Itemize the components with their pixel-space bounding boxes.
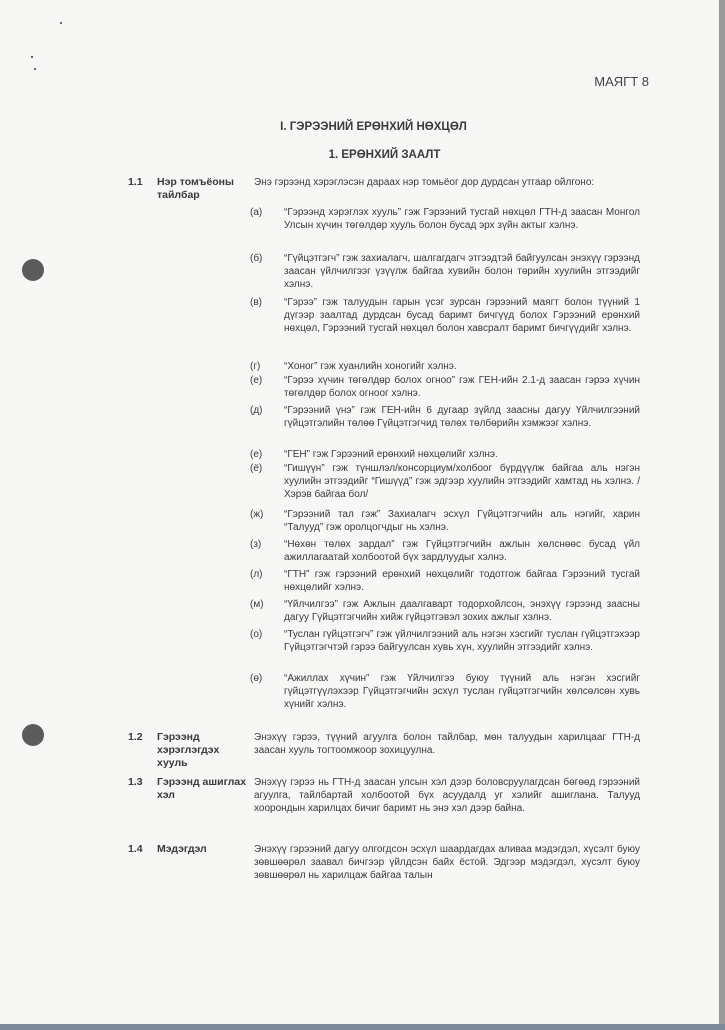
definition-label: (е) [250, 449, 263, 460]
definition-item [250, 360, 640, 373]
definition-item [250, 374, 640, 400]
definition-item [250, 206, 640, 232]
definition-label: (е) [250, 375, 263, 386]
definition-text: “ГЕН” гэж Гэрээний ерөнхий нөхцөлийг хэлнэ. [284, 449, 498, 460]
clause-heading: Нэр томъёоны тайлбар [157, 176, 234, 201]
clause-number: 1.2 [128, 731, 143, 743]
definition-item [250, 628, 640, 654]
scan-speck [34, 68, 36, 70]
definition-text: “Ажиллах хүчин” гэж Үйлчилгээ буюу түүний аль нэгэн хэсгийг гүйцэтгүүлэхээр Гүйцэтгэгчийн эсхүл туслан гүйцэтгэгчийн хөлсөлсөн хувь хүнийг хэлнэ. [284, 673, 640, 710]
definition-label: (ё) [250, 463, 263, 474]
part-title: I. ГЭРЭЭНИЙ ЕРӨНХИЙ НӨХЦӨЛ [280, 121, 467, 133]
definition-label: (б) [250, 253, 263, 264]
definition-item [250, 296, 640, 335]
definition-text: “Гэрээ хүчин төгөлдөр болох огноо” гэж ГЕН-ийн 2.1-д заасан гэрээ хүчин төгөлдөр болох огноог хэлнэ. [284, 375, 640, 399]
scan-speck [60, 22, 62, 24]
punch-hole-bottom [22, 724, 44, 746]
scanner-bottom-edge [0, 1024, 725, 1030]
scan-speck [31, 56, 33, 58]
definition-text: “Гэрээ” гэж талуудын гарын үсэг зурсан гэрээний маягт болон түүний 1 дүгээр заалтад дурдсан бусад баримт бичгүүд болох Гэрээний ерөнхий нөхцөл, Гэрээний тусгай нөхцөл болон хавсралт баримт бичгүүдийг хэлнэ. [284, 297, 640, 334]
definition-label: (ө) [250, 673, 263, 684]
definition-item [250, 404, 640, 430]
clause-number: 1.1 [128, 176, 143, 188]
definition-item [250, 538, 640, 564]
definition-item [250, 448, 640, 461]
punch-hole-top [22, 259, 44, 281]
definition-item [250, 252, 640, 291]
definition-label: (д) [250, 405, 263, 416]
definition-label: (в) [250, 297, 262, 308]
definition-item [250, 508, 640, 534]
clause-heading: Гэрээнд хэрэглэгдэх хууль [157, 731, 220, 769]
clause-number: 1.4 [128, 843, 143, 855]
definition-label: (а) [250, 207, 263, 218]
definition-label: (о) [250, 629, 263, 640]
definition-text: “Гэрээнд хэрэглэх хууль” гэж Гэрээний тусгай нөхцөл ГТН-д заасан Монгол Улсын хүчин төгөлдөр хууль болон бусад эрх зүйн актыг хэлнэ. [284, 207, 640, 231]
definition-label: (г) [250, 361, 261, 372]
clause-text: Энэхүү гэрээ нь ГТН-д заасан улсын хэл дээр боловсруулагдсан бөгөөд гэрээний агуулга, тайлбартай холбоотой бүх асуудалд уг хэлийг ашиглана. Талууд хоорондын харилцах бичиг баримт нь энэ хэл дээр байна. [254, 777, 640, 814]
definition-item [250, 568, 640, 594]
definition-label: (з) [250, 539, 262, 550]
definition-text: “ГТН” гэж гэрээний ерөнхий нөхцөлийг тодотгож байгаа Гэрээний тусгай нөхцөлийг хэлнэ. [284, 569, 640, 593]
definition-label: (ж) [250, 509, 264, 520]
definition-label: (м) [250, 599, 264, 610]
definition-text: “Гүйцэтгэгч” гэж захиалагч, шалгагдагч этгээдтэй байгуулсан энэхүү гэрээнд заасан үйлчилгээг үзүүлж байгаа хувийн болон төрийн хуулийн этгээдийг хэлнэ. [284, 253, 640, 290]
definition-text: “Нөхөн төлөх зардал” гэж Гүйцэтгэгчийн ажлын хөлснөөс бусад үйл ажиллагаатай холбоотой бүх зардлуудыг хэлнэ. [284, 539, 640, 563]
definition-item [250, 462, 640, 501]
definition-text: “Үйлчилгээ” гэж Ажлын даалгаварт тодорхойлсон, энэхүү гэрээнд заасны дагуу Гүйцэтгэгчийн хийж гүйцэтгэвэл зохих ажлыг хэлнэ. [284, 599, 640, 623]
definition-text: “Гишүүн” гэж түншлэл/консорциум/холбоог бүрдүүлж байгаа аль нэгэн хуулийн этгээдийг “Гишүүд” гэж эдгээр хуулийн этгээдийг хамтад нь хэлнэ. /Хэрэв байгаа бол/ [284, 463, 640, 500]
definition-item [250, 598, 640, 624]
definition-text: “Гэрээний үнэ” гэж ГЕН-ийн 6 дугаар зүйлд заасны дагуу Үйлчилгээний гүйцэтгэлийн төлөө Гүйцэтгэгчид төлөх төлбөрийн хэмжээг хэлнэ. [284, 405, 640, 429]
clause-text: Энэхүү гэрээ, түүний агуулга болон тайлбар, мөн талуудын харилцааг ГТН-д заасан хууль тогтоомжоор зохицуулна. [254, 732, 640, 756]
definition-text: “Хоног” гэж хуанлийн хоногийг хэлнэ. [284, 361, 457, 372]
definition-item [250, 672, 640, 711]
annex-label: МАЯГТ 8 [594, 74, 649, 89]
definition-text: “Туслан гүйцэтгэгч” гэж үйлчилгээний аль нэгэн хэсгийг туслан гүйцэтгэхээр Гүйцэтгэгчтэй гэрээ байгуулсан хувь хүн, хуулийн этгээдийг хэлнэ. [284, 629, 640, 653]
clause-text: Энэхүү гэрээний дагуу олгогдсон эсхүл шаардагдах аливаа мэдэгдэл, хүсэлт буюу зөвшөөрөл заавал бичгээр үйлдсэн байх ёстой. Эдгээр мэдэгдэл, хүсэлт буюу зөвшөөрөл нь харилцаж байгаа талын [254, 844, 640, 881]
definitions-intro: Энэ гэрээнд хэрэглэсэн дараах нэр томьёог дор дурдсан утгаар ойлгоно: [254, 177, 595, 188]
clause-heading: Гэрээнд ашиглах хэл [157, 776, 247, 801]
definition-text: “Гэрээний тал гэж” Захиалагч эсхүл Гүйцэтгэгчийн аль нэгийг, харин “Талууд” гэж оролцогчдыг нь хэлнэ. [284, 509, 640, 533]
section-title: 1. ЕРӨНХИЙ ЗААЛТ [328, 149, 441, 161]
definition-label: (л) [250, 569, 263, 580]
clause-number: 1.3 [128, 776, 143, 788]
clause-heading: Мэдэгдэл [157, 843, 207, 855]
